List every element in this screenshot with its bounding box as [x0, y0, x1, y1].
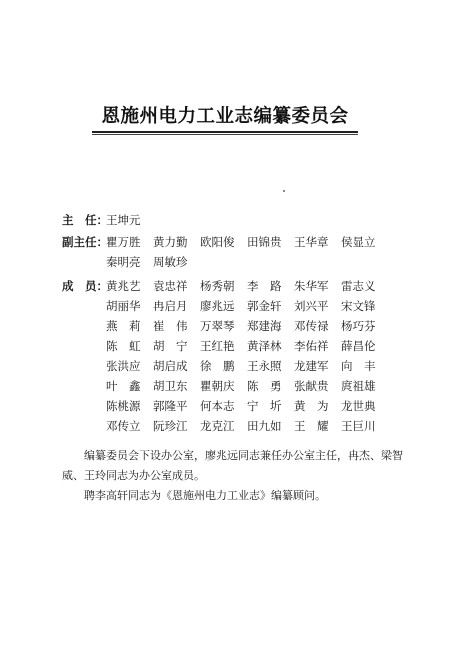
member-name: 万翠琴 [200, 319, 235, 333]
member-name: 王 耀 [294, 419, 329, 433]
member-name: 王巨川 [341, 419, 376, 433]
committee-roster [62, 210, 402, 436]
member-name: 邓传禄 [294, 319, 329, 333]
member-name: 郭金轩 [247, 299, 282, 313]
vice-chairmen-label: 副主任： [62, 235, 108, 249]
chairman-label: 主 任： [62, 213, 108, 227]
member-name: 郭隆平 [153, 399, 188, 413]
member-name: 袁忠祥 [153, 279, 188, 293]
member-name: 王红艳 [200, 339, 235, 353]
member-name: 薛昌伦 [341, 339, 376, 353]
member-name: 阮珍江 [153, 419, 188, 433]
member-name: 李佑祥 [294, 339, 329, 353]
member-name: 陈桃源 [106, 399, 141, 413]
member-name: 廖兆远 [200, 299, 235, 313]
member-name: 田锦贵 [247, 235, 282, 249]
member-name: 王华章 [294, 235, 329, 249]
advisor-note-text: 聘李高轩同志为《恩施州电力工业志》编纂顾问。 [84, 489, 326, 502]
office-note-text: 编纂委员会下设办公室，廖兆远同志兼任办公室主任，冉杰、梁智威、王玲同志为办公室成员。 [62, 449, 403, 482]
member-name: 黄泽林 [247, 339, 282, 353]
member-name: 欧阳俊 [200, 235, 235, 249]
vice-chairmen-names [106, 232, 396, 272]
member-name: 朱华军 [294, 279, 329, 293]
vice-chairmen-row [62, 232, 402, 272]
member-name: 雷志义 [341, 279, 376, 293]
member-name: 黄兆艺 [106, 279, 141, 293]
member-name: 徐 鹏 [200, 359, 235, 373]
member-name: 冉启月 [153, 299, 188, 313]
member-name: 胡丽华 [106, 299, 141, 313]
member-name: 龙克江 [200, 419, 235, 433]
member-name: 黄力勤 [153, 235, 188, 249]
member-name: 宁 圻 [247, 399, 282, 413]
member-name: 郑建海 [247, 319, 282, 333]
member-name: 崔 伟 [153, 319, 188, 333]
member-name: 龙世典 [341, 399, 376, 413]
office-note [62, 446, 410, 486]
member-name: 刘兴平 [294, 299, 329, 313]
member-name: 瞿万胜 [106, 235, 141, 249]
member-name: 胡卫东 [153, 379, 188, 393]
chairman-row [62, 210, 402, 230]
member-name: 杨秀朝 [200, 279, 235, 293]
member-name: 田九如 [247, 419, 282, 433]
member-name: 邓传立 [106, 419, 141, 433]
members-row [62, 276, 402, 436]
member-name: 侯显立 [341, 235, 376, 249]
members-label: 成 员： [62, 279, 108, 293]
member-name: 秦明亮 [106, 255, 141, 269]
member-name: 李 路 [247, 279, 282, 293]
advisor-note [62, 486, 410, 506]
member-name: 周敏珍 [153, 255, 188, 269]
member-name: 陈 虹 [106, 339, 141, 353]
member-name: 王永照 [247, 359, 282, 373]
member-name: 黄 为 [294, 399, 329, 413]
scan-speck [283, 190, 285, 192]
title-underline-thick [92, 131, 358, 133]
members-names [106, 276, 396, 436]
member-name: 张洪应 [106, 359, 141, 373]
member-name: 龙建军 [294, 359, 329, 373]
member-name: 向 丰 [341, 359, 376, 373]
member-name: 张献贵 [294, 379, 329, 393]
page-title: 恩施州电力工业志编纂委员会 [101, 106, 349, 127]
member-name: 胡启成 [153, 359, 188, 373]
member-name: 瞿朝庆 [200, 379, 235, 393]
member-name: 庹祖雄 [341, 379, 376, 393]
member-name: 宋文锋 [341, 299, 376, 313]
member-name: 杨巧芬 [341, 319, 376, 333]
title-underline-thin [92, 134, 358, 135]
member-name: 何本志 [200, 399, 235, 413]
chairman-names [106, 210, 396, 230]
member-name: 燕 莉 [106, 319, 141, 333]
member-name: 王坤元 [106, 213, 141, 227]
member-name: 叶 鑫 [106, 379, 141, 393]
member-name: 陈 勇 [247, 379, 282, 393]
member-name: 胡 宁 [153, 339, 188, 353]
